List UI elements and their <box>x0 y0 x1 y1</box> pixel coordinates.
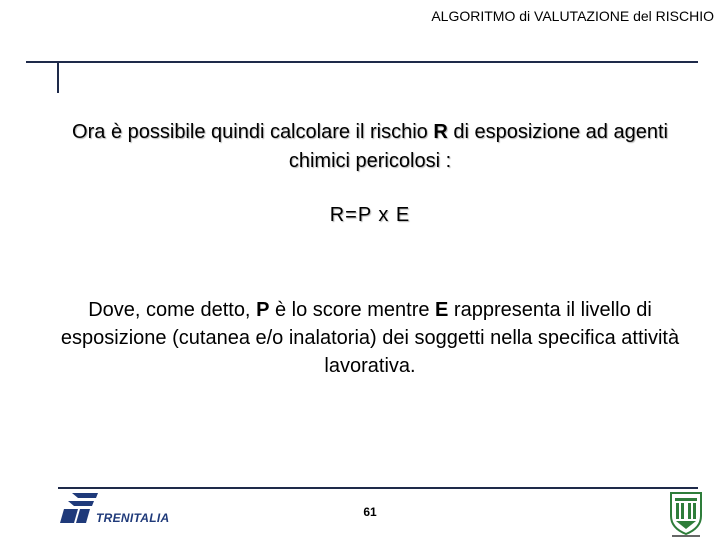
intro-risk-symbol: R <box>433 121 448 143</box>
explanation-text-end: rappresenta il livello di esposizione (cutanea e/o inalatoria) dei soggetti nella specifica attività lavorativa. <box>60 299 680 377</box>
trenitalia-logo <box>60 490 190 530</box>
page-number: 61 <box>363 505 377 519</box>
slide-header-title: ALGORITMO di VALUTAZIONE del RISCHIO <box>431 8 714 24</box>
intro-paragraph <box>40 118 700 176</box>
explanation-text-middle: è lo score mentre <box>269 299 436 321</box>
intro-text-start: Ora è possibile quindi calcolare il rischio <box>72 121 434 143</box>
explanation-p-symbol: P <box>256 299 270 321</box>
left-accent-bar <box>57 63 59 93</box>
top-divider <box>26 61 698 63</box>
risk-formula: R=P x E <box>329 204 411 226</box>
explanation-paragraph <box>40 296 700 380</box>
trenitalia-wordmark: TRENITALIA <box>96 511 170 525</box>
intro-text-end: di esposizione ad agenti chimici pericolosi : <box>288 121 668 172</box>
bottom-divider <box>58 487 698 489</box>
explanation-text-start: Dove, come detto, <box>88 299 257 321</box>
trenitalia-mark-icon <box>60 490 100 526</box>
explanation-e-symbol: E <box>435 299 449 321</box>
institution-seal-icon <box>666 490 706 538</box>
